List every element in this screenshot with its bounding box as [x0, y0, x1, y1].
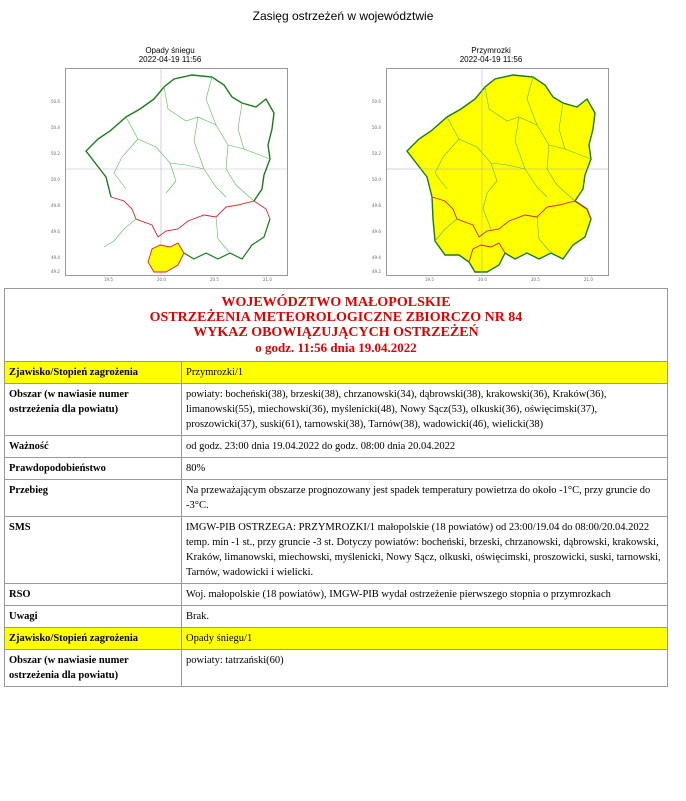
x-tick: 19.5 [425, 277, 434, 282]
row-label: SMS [5, 517, 182, 584]
warning-boundary [111, 197, 270, 237]
row-label: Uwagi [5, 606, 182, 628]
row-label: Obszar (w nawiasie numer ostrzeżenia dla powiatu) [5, 384, 182, 436]
x-tick: 20.0 [478, 277, 487, 282]
y-tick: 49.4 [372, 255, 381, 260]
y-tick: 50.0 [51, 177, 60, 182]
y-tick: 50.6 [51, 99, 60, 104]
map-frame [372, 68, 609, 276]
header-datetime: o godz. 11:56 dnia 19.04.2022 [255, 340, 417, 355]
row-label: Prawdopodobieństwo [5, 458, 182, 480]
x-tick: 21.0 [584, 277, 593, 282]
x-tick: 20.0 [157, 277, 166, 282]
y-tick: 50.6 [372, 99, 381, 104]
row-label: RSO [5, 584, 182, 606]
map-frost [371, 46, 611, 284]
map-timestamp: 2022-04-19 11:56 [138, 55, 202, 64]
x-tick: 21.0 [263, 277, 272, 282]
table-row [5, 384, 668, 436]
map-title: Przymrozki [471, 46, 511, 55]
y-tick: 49.4 [51, 255, 60, 260]
map-frame [51, 68, 288, 276]
y-tick: 49.2 [372, 269, 381, 274]
row-label: Zjawisko/Stopień zagrożenia [5, 628, 182, 650]
row-value: 80% [182, 458, 668, 480]
frost-map [387, 69, 608, 275]
y-tick: 49.8 [372, 203, 381, 208]
x-tick: 20.5 [531, 277, 540, 282]
row-label: Zjawisko/Stopień zagrożenia [5, 362, 182, 384]
table-row [5, 458, 668, 480]
y-tick: 50.4 [372, 125, 381, 130]
table-row [5, 517, 668, 584]
header-voivodeship: WOJEWÓDZTWO MAŁOPOLSKIE [221, 295, 451, 310]
table-row [5, 628, 668, 650]
row-value: powiaty: tatrzański(60) [182, 650, 668, 687]
row-value: Na przeważającym obszarze prognozowany jest spadek temperatury powietrza do około -1°C, przy gruncie do -3°C. [182, 480, 668, 517]
map-timestamp: 2022-04-19 11:56 [459, 55, 523, 64]
table-row [5, 480, 668, 517]
warnings-table [4, 288, 668, 687]
y-tick: 49.6 [372, 229, 381, 234]
row-value: Opady śniegu/1 [182, 628, 668, 650]
warning-area [148, 243, 184, 272]
page-title: Zasięg ostrzeżeń w województwie [252, 9, 434, 23]
y-tick: 50.2 [51, 151, 60, 156]
table-header [5, 289, 668, 362]
row-value: IMGW-PIB OSTRZEGA: PRZYMROZKI/1 małopolskie (18 powiatów) od 23:00/19.04 do 08:00/20.04.2022 temp. min -1 st., przy gruncie -3 st. Dotyczy powiatów: bocheński, brzeski, chrzanowski, dąbrowski, krakowski, Kraków, limanowski, miechowski, myślenicki, Nowy Sącz, olkuski, oświęcimski, proszowicki, suski, tarnowski, Tarnów, wadowicki i wielicki. [182, 517, 668, 584]
map-title: Opady śniegu [145, 46, 195, 55]
row-value: Przymrozki/1 [182, 362, 668, 384]
table-row [5, 584, 668, 606]
y-tick: 50.4 [51, 125, 60, 130]
y-tick: 49.8 [51, 203, 60, 208]
row-value: powiaty: bocheński(38), brzeski(38), chrzanowski(34), dąbrowski(38), krakowski(36), Kraków(36), limanowski(55), miechowski(36), myślenicki(48), Nowy Sącz(53), olkuski(36), oświęcimski(37), proszowicki(37), suski(61), tarnowski(38), Tarnów(38), wadowicki(46), wielicki(38) [182, 384, 668, 436]
x-tick: 20.5 [210, 277, 219, 282]
y-tick: 50.0 [372, 177, 381, 182]
map-snowfall [50, 46, 290, 284]
header-list-title: WYKAZ OBOWIĄZUJĄCYCH OSTRZEŻEŃ [193, 325, 479, 340]
row-label: Przebieg [5, 480, 182, 517]
region-outline [86, 75, 274, 201]
snowfall-map [66, 69, 287, 275]
x-tick: 19.5 [104, 277, 113, 282]
row-value: Brak. [182, 606, 668, 628]
y-tick: 50.2 [372, 151, 381, 156]
table-row [5, 362, 668, 384]
header-bulletin: OSTRZEŻENIA METEOROLOGICZNE ZBIORCZO NR 84 [149, 310, 523, 325]
table-row [5, 436, 668, 458]
row-value: od godz. 23:00 dnia 19.04.2022 do godz. 08:00 dnia 20.04.2022 [182, 436, 668, 458]
table-row [5, 606, 668, 628]
y-tick: 49.6 [51, 229, 60, 234]
row-label: Ważność [5, 436, 182, 458]
table-row [5, 650, 668, 687]
row-label: Obszar (w nawiasie numer ostrzeżenia dla powiatu) [5, 650, 182, 687]
y-tick: 49.2 [51, 269, 60, 274]
row-value: Woj. małopolskie (18 powiatów), IMGW-PIB wydał ostrzeżenie pierwszego stopnia o przymrozkach [182, 584, 668, 606]
